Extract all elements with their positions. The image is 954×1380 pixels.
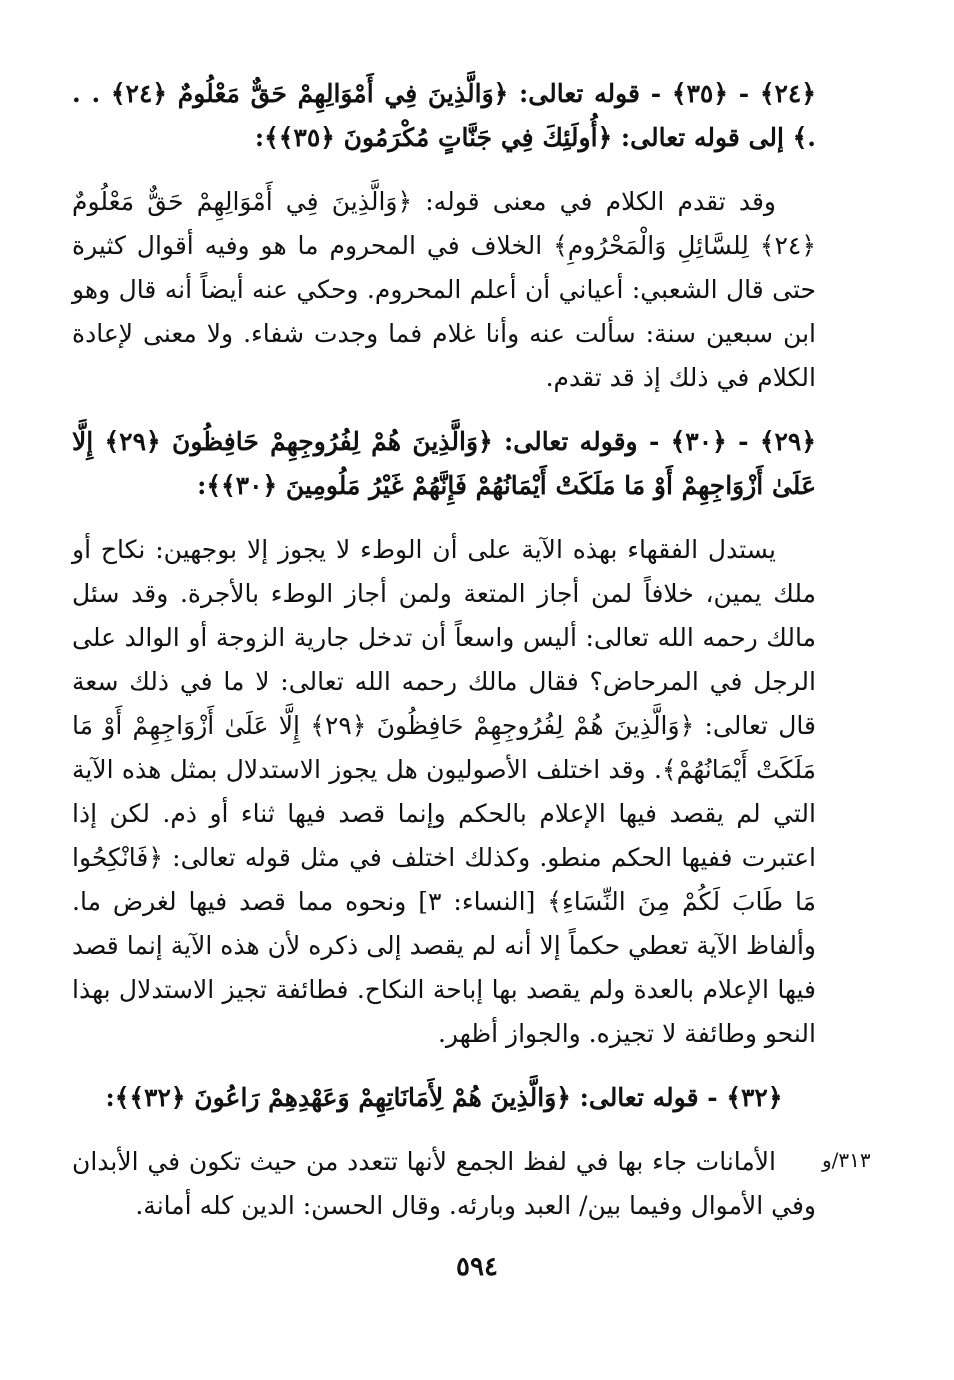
- section-body-2: يستدل الفقهاء بهذه الآية على أن الوطء لا يجوز إلا بوجهين: نكاح أو ملك يمين، خلافاً لمن أجاز المتعة ولمن أجاز الوطء بالأجرة. وقد سئل مالك رحمه الله تعالى: أليس واسعاً أن تدخل جارية الزوجة أو الوالد على الرجل في المرحاض؟ فقال مالك رحمه الله تعالى: لا ما في ذلك سعة قال تعالى: ﴿وَالَّذِينَ هُمْ لِفُرُوجِهِمْ حَافِظُونَ ﴿٢٩﴾ إِلَّا عَلَىٰ أَزْوَاجِهِمْ أَوْ مَا مَلَكَتْ أَيْمَانُهُمْ﴾. وقد اختلف الأصوليون هل يجوز الاستدلال بمثل هذه الآية التي لم يقصد فيها الإعلام بالحكم وإنما قصد فيها ثناء أو ذم. لكن إذا اعتبرت ففيها الحكم منطو. وكذلك اختلف في مثل قوله تعالى: ﴿فَانْكِحُوا مَا طَابَ لَكُمْ مِنَ النِّسَاءِ﴾ [النساء: ٣] ونحوه مما قصد فيها لغرض ما. وألفاظ الآية تعطي حكماً إلا أنه لم يقصد إلى ذكره لأن هذه الآية إنما قصد فيها الإعلام بالعدة ولم يقصد بها إباحة النكاح. فطائفة تجيز الاستدلال بهذا النحو وطائفة لا تجيزه. والجواز أظهر.: [72, 535, 817, 1048]
- page-content: [72, 72, 816, 1248]
- section-heading-1: ﴿٢٤﴾ - ﴿٣٥﴾ - قوله تعالى: ﴿وَالَّذِينَ فِي أَمْوَالِهِمْ حَقٌّ مَعْلُومٌ ﴿٢٤﴾ . . .﴾ إلى قوله تعالى: ﴿أُولَئِكَ فِي جَنَّاتٍ مُكْرَمُونَ ﴿٣٥﴾﴾:: [72, 79, 816, 152]
- page-number: ٥٩٤: [456, 1252, 498, 1282]
- section-heading-3: ﴿٣٢﴾ - قوله تعالى: ﴿وَالَّذِينَ هُمْ لِأَمَانَاتِهِمْ وَعَهْدِهِمْ رَاعُونَ ﴿٣٢﴾﴾:: [105, 1083, 783, 1112]
- section-body-3: الأمانات جاء بها في لفظ الجمع لأنها تتعدد من حيث تكون في الأبدان وفي الأموال وفيما بين/ العبد وبارئه. وقال الحسن: الدين كله أمانة.: [72, 1147, 816, 1220]
- section-body-1: وقد تقدم الكلام في معنى قوله: ﴿وَالَّذِينَ فِي أَمْوَالِهِمْ حَقٌّ مَعْلُومٌ ﴿٢٤﴾ لِلسَّائِلِ وَالْمَحْرُومِ﴾ الخلاف في المحروم ما هو وفيه أقوال كثيرة حتى قال الشعبي: أعياني أن أعلم المحروم. وحكي عنه أيضاً أنه قال وهو ابن سبعين سنة: سألت عنه وأنا غلام فما وجدت شفاء. ولا معنى لإعادة الكلام في ذلك إذ قد تقدم.: [72, 187, 816, 392]
- manuscript-folio-note: ٣١٣/و: [822, 1148, 871, 1172]
- section-heading-2: ﴿٢٩﴾ - ﴿٣٠﴾ - وقوله تعالى: ﴿وَالَّذِينَ هُمْ لِفُرُوجِهِمْ حَافِظُونَ ﴿٢٩﴾ إِلَّا عَلَىٰ أَزْوَاجِهِمْ أَوْ مَا مَلَكَتْ أَيْمَانُهُمْ فَإِنَّهُمْ غَيْرُ مَلُومِينَ ﴿٣٠﴾﴾:: [72, 427, 816, 500]
